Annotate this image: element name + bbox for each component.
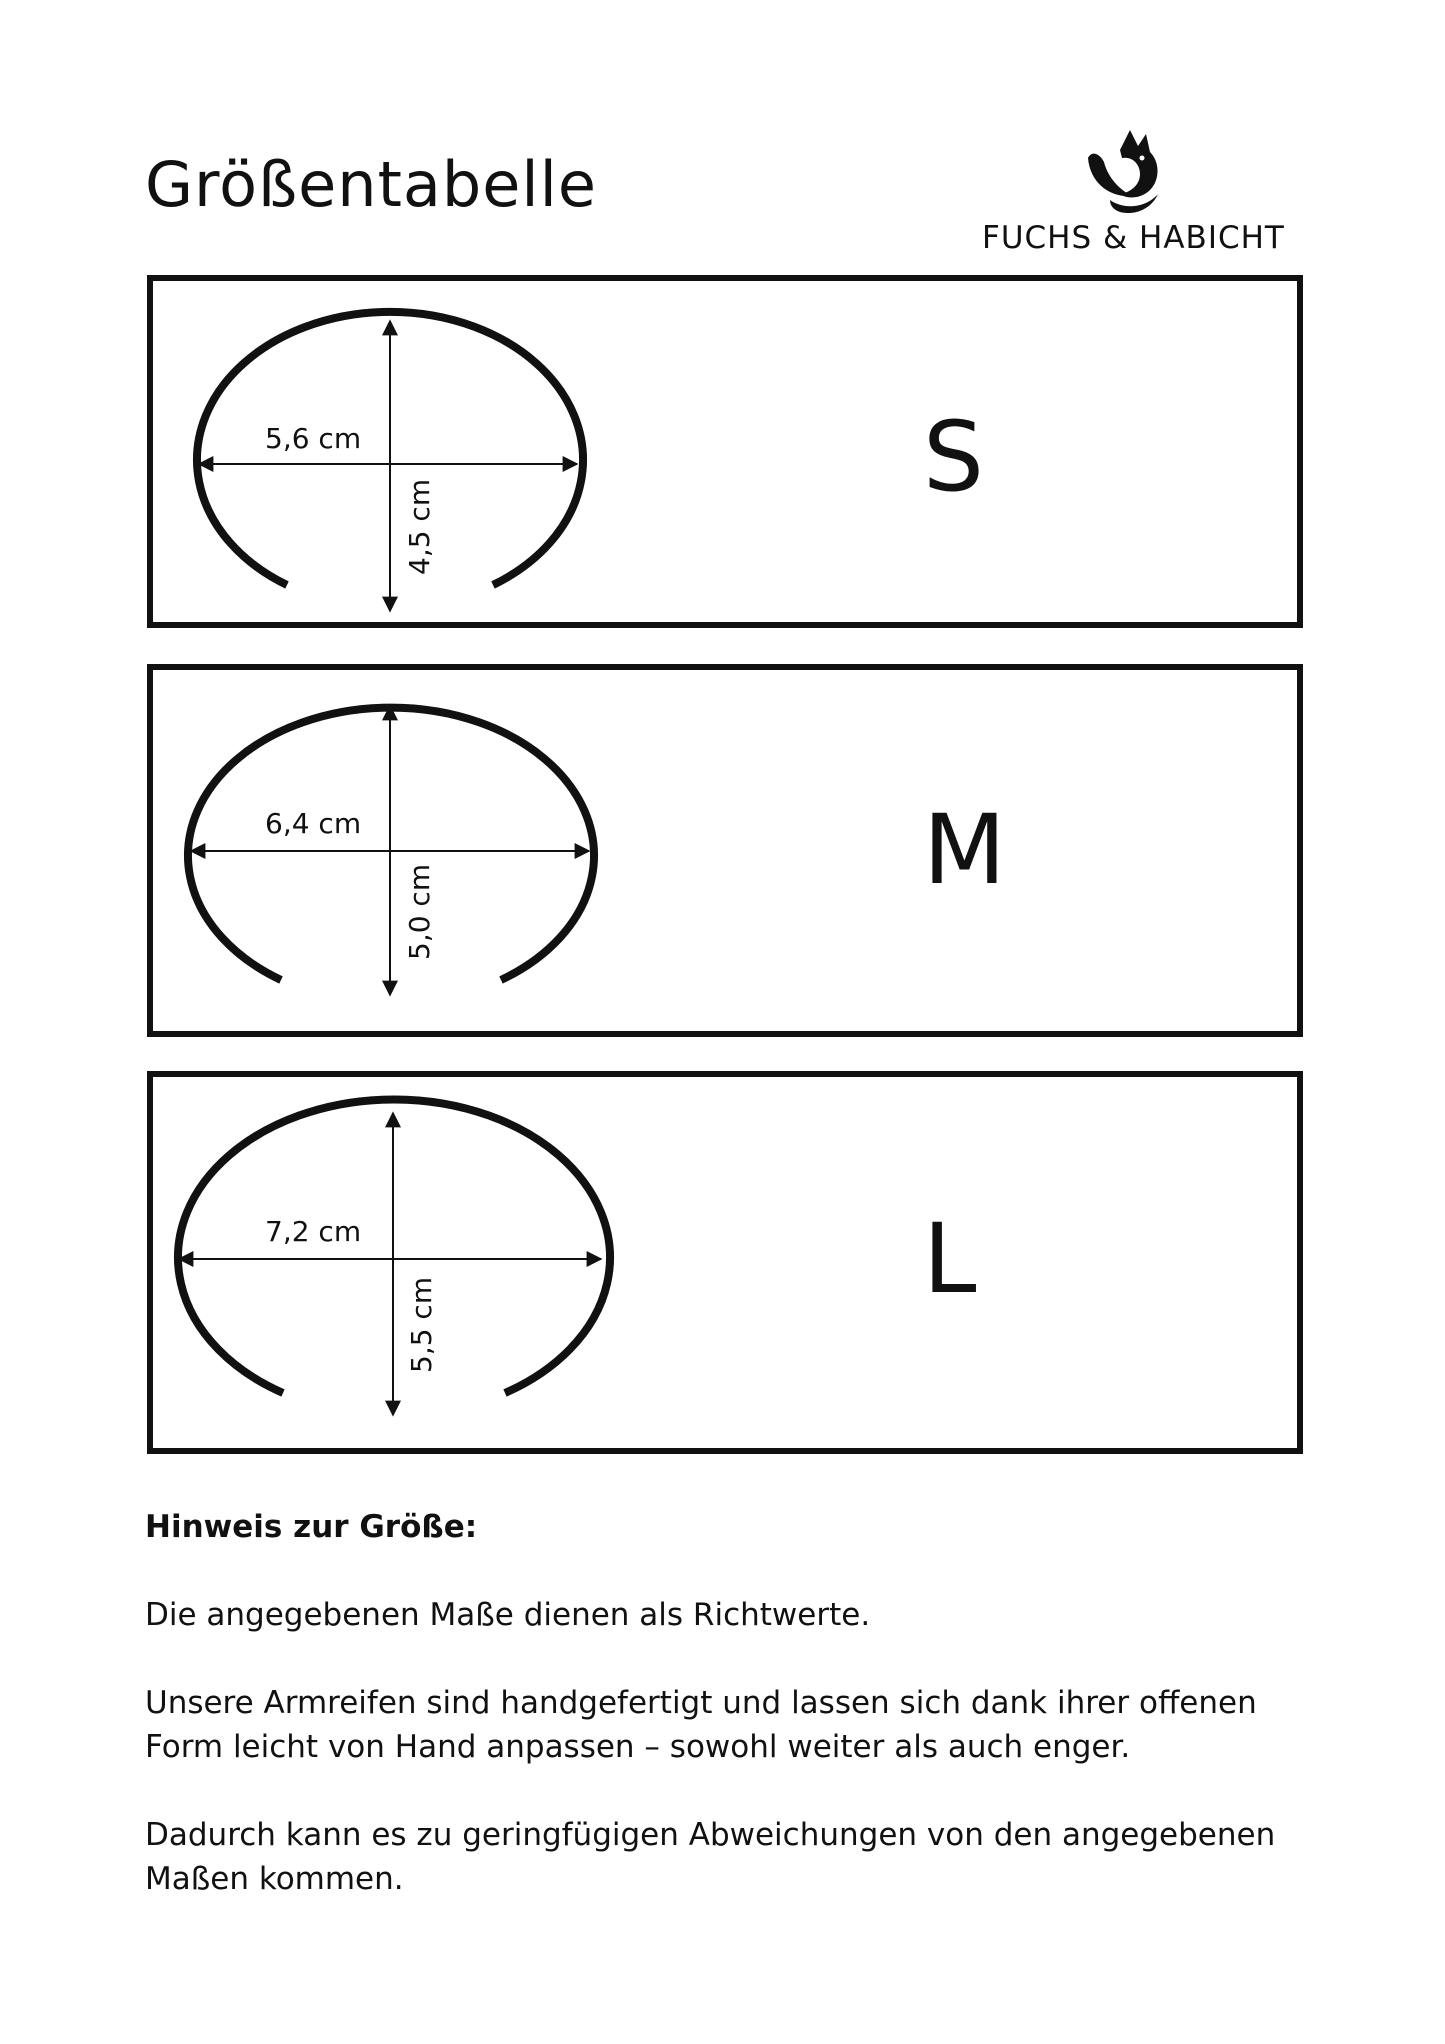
brand-logo xyxy=(980,128,1285,258)
notes-paragraph: Unsere Armreifen sind handgefertigt und lassen sich dank ihrer offenen Form leicht von Hand anpassen – sowohl weiter als auch enger. xyxy=(145,1685,1257,1765)
notes-heading: Hinweis zur Größe: xyxy=(145,1509,478,1545)
notes-paragraph: Die angegebenen Maße dienen als Richtwerte. xyxy=(145,1597,871,1633)
fox-hawk-logo-icon xyxy=(1080,128,1180,218)
height-label: 5,5 cm xyxy=(405,1276,438,1373)
width-label: 7,2 cm xyxy=(265,1215,362,1248)
size-notes xyxy=(145,1505,1325,1945)
width-label: 5,6 cm xyxy=(265,422,362,455)
size-card-s xyxy=(147,275,1303,628)
size-label-m: M xyxy=(923,794,1006,906)
size-label-l: L xyxy=(923,1203,977,1315)
size-card-l xyxy=(147,1071,1303,1454)
page-title: Größentabelle xyxy=(145,148,597,221)
brand-name: FUCHS & HABICHT xyxy=(982,220,1285,256)
size-label-s: S xyxy=(923,401,984,513)
width-label: 6,4 cm xyxy=(265,807,362,840)
notes-paragraph: Dadurch kann es zu geringfügigen Abweichungen von den angegebenen Maßen kommen. xyxy=(145,1817,1276,1897)
height-label: 4,5 cm xyxy=(403,478,436,575)
height-label: 5,0 cm xyxy=(403,863,436,960)
size-card-m xyxy=(147,664,1303,1037)
